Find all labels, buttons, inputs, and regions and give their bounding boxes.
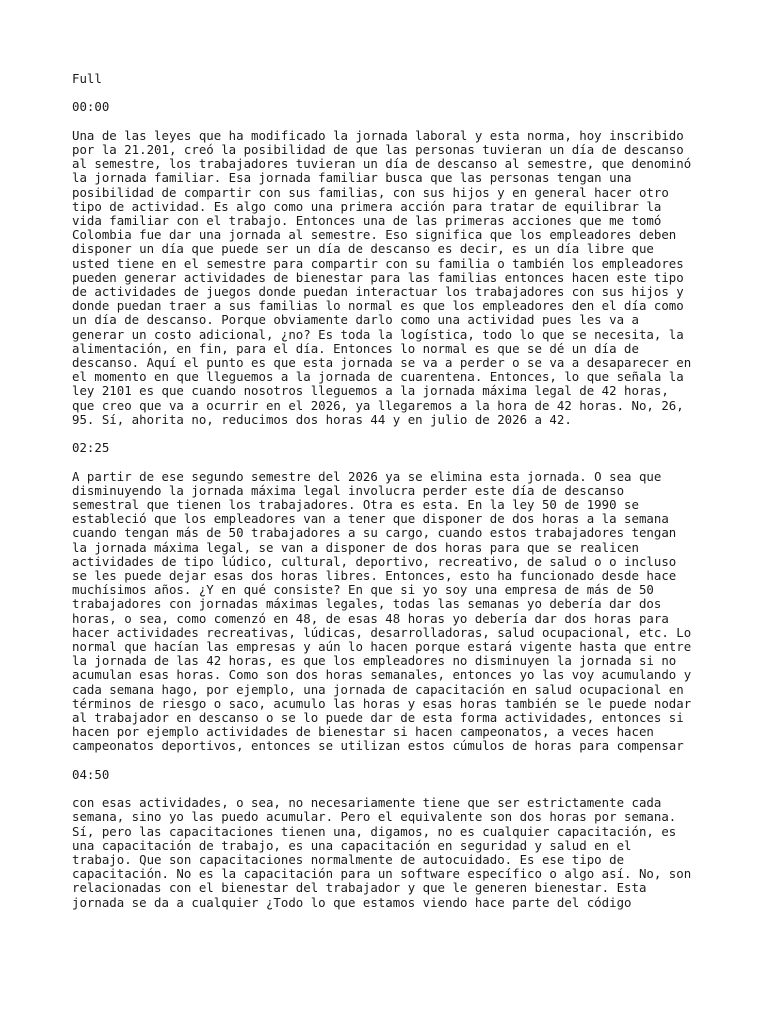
section-timestamp: 04:50 <box>72 766 110 782</box>
section-paragraph: A partir de ese segundo semestre del 2026 ya se elimina esta jornada. O sea que disminuyendo la jornada máxima legal involucra perder este día de descanso semestral que tienen los trabajadores. Otra es esta. En la ley 50 de 1990 se estableció que los empleadores van a tener que disponer de dos horas a la semana cuando tengan más de 50 trabajadores a su cargo, cuando estos trabajadores tengan la jornada máxima legal, se van a disponer de dos horas para que se realicen actividades de tipo lúdico, cultural, deportivo, recreativo, de salud o o incluso se les puede dejar esas dos horas libres. Entonces, esto ha funcionado desde hace muchísimos años. ¿Y en qué consiste? En que si yo soy una empresa de más de 50 trabajadores con jornadas máximas legales, todas las semanas yo debería dar dos horas, o sea, como comenzó en 48, de esas 48 horas yo debería dar dos horas para hacer actividades recreativas, lúdicas, desarrolladoras, salud ocupacional, etc. Lo normal que hacían las empresas y aún lo hacen porque estará vigente hasta que entre la jornada de las 42 horas, es que los empleadores no disminuyen la jornada si no acumulan esas horas. Como son dos horas semanales, entonces yo las voy acumulando y cada semana hago, por ejemplo, una jornada de capacitación en salud ocupacional en términos de riesgo o saco, acumulo las horas y esas horas también se le puede nodar al trabajador en descanso o se lo puede dar de esta forma actividades, entonces si hacen por ejemplo actividades de bienestar si hacen campeonatos, a veces hacen campeonatos deportivos, entonces se utilizan estos cúmulos de horas para compensar <box>72 468 692 754</box>
section-paragraph: con esas actividades, o sea, no necesariamente tiene que ser estrictamente cada semana, sino yo las puedo acumular. Pero el equivalente son dos horas por semana. Sí, pero las capacitaciones tienen una, digamos, no es cualquier capacitación, es una capacitación de trabajo, es una capacitación en seguridad y salud en el trabajo. Que son capacitaciones normalmente de autocuidado. Es ese tipo de capacitación. No es la capacitación para un software específico o algo así. No, son relacionadas con el bienestar del trabajador y que le generen bienestar. Esta jornada se da a cualquier ¿Todo lo que estamos viendo hace parte del código <box>72 795 692 910</box>
document-heading: Full <box>72 71 102 86</box>
section-paragraph: Una de las leyes que ha modificado la jornada laboral y esta norma, hoy inscribido por la 21.201, creó la posibilidad de que las personas tuvieran un día de descanso al semestre, los trabajadores tuvieran un día de descanso al semestre, que denominó la jornada familiar. Esa jornada familiar busca que las personas tengan una posibilidad de compartir con sus familias, con sus hijos y en general hacer otro tipo de actividad. Es algo como una primera acción para tratar de equilibrar la vida familiar con el trabajo. Entonces una de las primeras acciones que me tomó Colombia fue dar una jornada al semestre. Eso significa que los empleadores deben disponer un día que puede ser un día de descanso es decir, es un día libre que usted tiene en el semestre para compartir con su familia o también los empleadores pueden generar actividades de bienestar para las familias entonces hacen este tipo de actividades de juegos donde puedan interactuar los trabajadores con sus hijos y donde puedan traer a sus familias lo normal es que los empleadores den el día como un día de descanso. Porque obviamente darlo como una actividad pues les va a generar un costo adicional, ¿no? Es toda la logística, todo lo que se necesita, la alimentación, en fin, para el día. Entonces lo normal es que se dé un día de descanso. Aquí el punto es que esta jornada se va a perder o se va a desaparecer en el momento en que lleguemos a la jornada de cuarentena. Entonces, lo que señala la ley 2101 es que cuando nosotros lleguemos a la jornada máxima legal de 42 horas, que creo que va a ocurrir en el 2026, ya llegaremos a la hora de 42 horas. No, 26, 95. Sí, ahorita no, reducimos dos horas 44 y en julio de 2026 a 42. <box>72 127 692 427</box>
section-timestamp: 00:00 <box>72 99 110 115</box>
section-timestamp: 02:25 <box>72 440 110 456</box>
transcript-page <box>72 72 712 924</box>
